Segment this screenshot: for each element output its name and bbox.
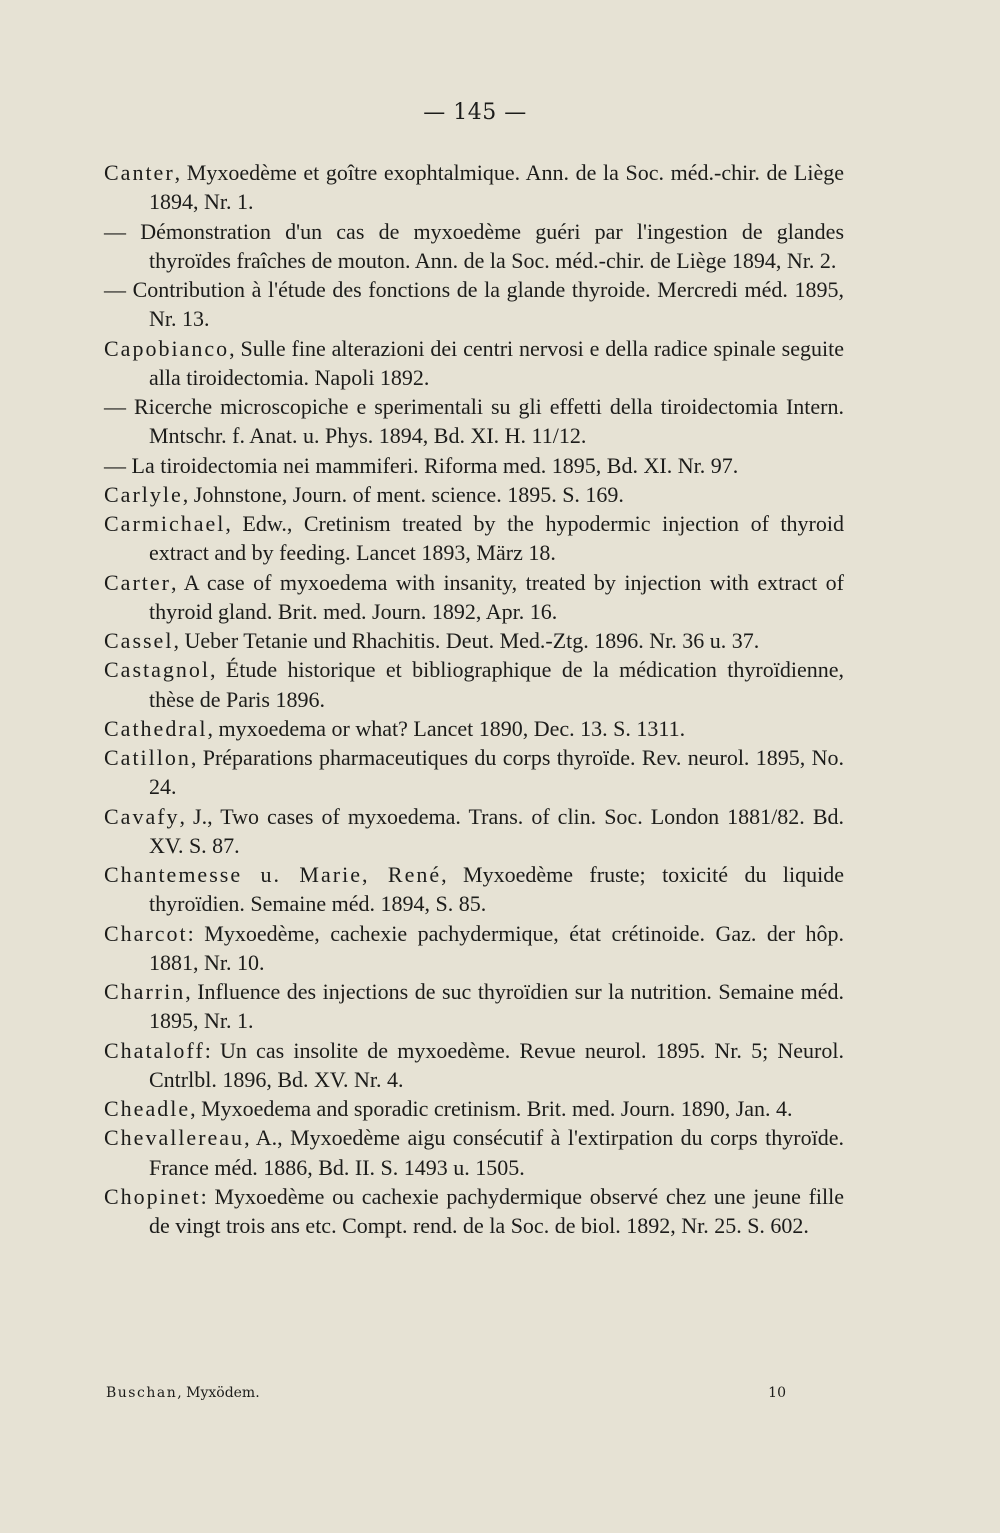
entry-author: Castagnol — [104, 657, 210, 683]
bibliography-entry — [104, 217, 844, 276]
entry-text: , Myxoedème fruste; toxicité du liquide thyroïdien. Semaine méd. 1894, S. 85. — [149, 862, 844, 917]
entry-text: , J., Two cases of myxoedema. Trans. of clin. Soc. London 1881/82. Bd. XV. S. 87. — [149, 803, 844, 858]
bibliography-entry — [104, 714, 844, 743]
bibliography-entry — [104, 977, 844, 1036]
entry-text: , Influence des injections de suc thyroïdien sur la nutrition. Semaine méd. 1895, Nr. 1. — [149, 979, 844, 1034]
entry-author: Canter — [104, 160, 175, 185]
bibliography-entry — [104, 509, 844, 568]
entry-author: Capobianco — [104, 335, 230, 361]
bibliography-entry — [104, 480, 844, 509]
bibliography-entry — [104, 655, 844, 714]
entry-author: Cavafy — [104, 803, 180, 829]
entry-author: Chevallereau — [104, 1125, 245, 1151]
bibliography-list — [104, 158, 844, 1240]
bibliography-entry — [104, 626, 844, 655]
entry-text: — La tiroidectomia nei mammiferi. Riforma med. 1895, Bd. XI. Nr. 97. — [104, 452, 739, 478]
footer-running-title — [106, 1385, 260, 1401]
entry-text: , Johnstone, Journ. of ment. science. 1895. S. 169. — [182, 481, 624, 507]
entry-author: Chopinet — [104, 1183, 201, 1209]
entry-text: : Un cas insolite de myxoedème. Revue neurol. 1895. Nr. 5; Neurol. Cntrlbl. 1896, Bd. XV. Nr. 4. — [149, 1037, 844, 1092]
entry-text: , A., Myxoedème aigu consécutif à l'extirpation du corps thyroïde. France méd. 1886, Bd. II. S. 1493 u. 1505. — [149, 1125, 844, 1180]
entry-text: — Contribution à l'étude des fonctions de la glande thyroide. Mercredi méd. 1895, Nr. 13. — [104, 277, 844, 332]
entry-author: Carlyle — [104, 481, 183, 507]
bibliography-entry — [104, 275, 844, 334]
bibliography-entry — [104, 158, 844, 217]
entry-author: Charcot — [104, 920, 188, 946]
entry-author: Cathedral — [104, 715, 208, 741]
bibliography-entry — [104, 1182, 844, 1241]
entry-text: , Préparations pharmaceutiques du corps thyroïde. Rev. neurol. 1895, No. 24. — [149, 745, 844, 800]
bibliography-entry — [104, 1123, 844, 1182]
bibliography-entry — [104, 860, 844, 919]
bibliography-entry — [104, 743, 844, 802]
entry-text: , Ueber Tetanie und Rhachitis. Deut. Med.-Ztg. 1896. Nr. 36 u. 37. — [173, 628, 760, 653]
entry-author: Cheadle — [104, 1096, 191, 1121]
entry-text: — Démonstration d'un cas de myxoedème guéri par l'ingestion de glandes thyroïdes fraîches de mouton. Ann. de la Soc. méd.-chir. de Liège 1894, Nr. 2. — [104, 218, 844, 273]
entry-text: — Ricerche microscopiche e sperimentali su gli effetti della tiroidectomia Intern. Mntschr. f. Anat. u. Phys. 1894, Bd. XI. H. 11/12. — [104, 394, 844, 449]
entry-author: Catillon — [104, 745, 191, 770]
bibliography-entry — [104, 568, 844, 627]
footer-title: , Myxödem. — [177, 1385, 260, 1401]
entry-text: , Myxoedème et goître exophtalmique. Ann. de la Soc. méd.-chir. de Liège 1894, Nr. 1. — [149, 160, 844, 215]
entry-text: , A case of myxoedema with insanity, treated by injection with extract of thyroid gland. Brit. med. Journ. 1892, Apr. 16. — [149, 569, 844, 624]
entry-text: , myxoedema or what? Lancet 1890, Dec. 13. S. 1311. — [207, 715, 686, 741]
entry-author: Carmichael — [104, 511, 226, 536]
entry-text: : Myxoedème ou cachexie pachydermique observé chez une jeune fille de vingt trois ans etc. Compt. rend. de la Soc. de biol. 1892, Nr. 25. S. 602. — [149, 1183, 844, 1238]
entry-author: Charrin — [104, 979, 186, 1004]
signature-mark: 10 — [768, 1385, 786, 1401]
bibliography-entry — [104, 1036, 844, 1095]
page-number: — 145 — — [423, 100, 527, 125]
entry-text: : Myxoedème, cachexie pachydermique, état crétinoide. Gaz. der hôp. 1881, Nr. 10. — [149, 920, 844, 975]
bibliography-entry — [104, 802, 844, 861]
entry-text: , Sulle fine alterazioni dei centri nervosi e della radice spinale seguite alla tiroidectomia. Napoli 1892. — [149, 335, 844, 390]
bibliography-entry — [104, 334, 844, 393]
entry-text: , Myxoedema and sporadic cretinism. Brit. med. Journ. 1890, Jan. 4. — [190, 1096, 793, 1121]
entry-text: , Étude historique et bibliographique de la médication thyroïdienne, thèse de Paris 1896. — [149, 657, 844, 712]
bibliography-entry — [104, 392, 844, 451]
entry-author: Carter — [104, 569, 171, 595]
footer-author: Buschan — [106, 1385, 178, 1401]
bibliography-entry — [104, 1094, 844, 1123]
entry-author: Chantemesse u. Marie, René — [104, 862, 442, 887]
entry-author: Chataloff — [104, 1037, 205, 1063]
bibliography-entry — [104, 919, 844, 978]
entry-author: Cassel — [104, 628, 174, 653]
page-footer — [106, 1385, 786, 1401]
bibliography-entry — [104, 451, 844, 480]
entry-text: , Edw., Cretinism treated by the hypodermic injection of thyroid extract and by feeding. Lancet 1893, März 18. — [149, 511, 844, 566]
